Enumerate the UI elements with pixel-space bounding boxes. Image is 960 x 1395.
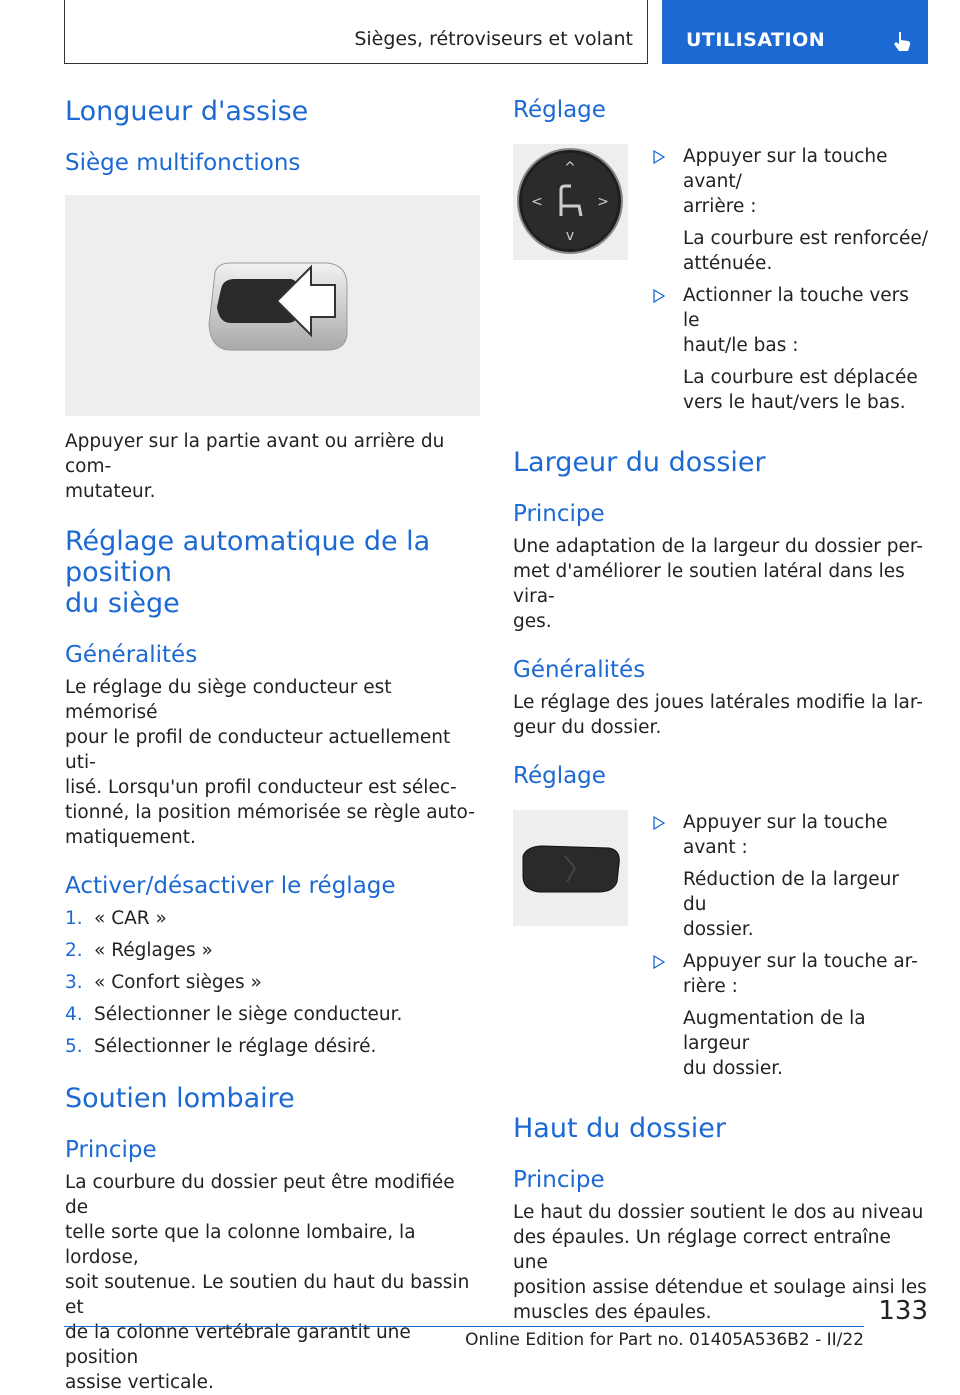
right-column [513,96,928,1325]
steps-list [65,906,480,1059]
step-number: 3. [65,972,83,993]
step-number: 1. [65,908,83,929]
step-text: Sélectionner le réglage désiré. [94,1036,377,1057]
chapter-tab-label: UTILISATION [686,29,826,51]
list-item [653,949,928,1081]
bullet-main: Actionner la touche vers le haut/le bas : [683,285,909,356]
width-adjustment [513,810,928,1081]
list-item [653,283,928,415]
bullet-main: Appuyer sur la touche ar- rière : [683,951,918,997]
step-text: « Confort sièges » [94,972,262,993]
heading-reglage-largeur: Réglage [513,763,606,789]
heading-soutien-lombaire: Soutien lombaire [65,1083,295,1114]
bullet-sub: Réduction de la largeur du dossier. [683,869,899,940]
svg-text:v: v [565,228,575,244]
list-item [65,1002,480,1027]
bullet-sub: Augmentation de la largeur du dossier. [683,1008,866,1079]
list-item [65,906,480,931]
heading-reglage-lombaire: Réglage [513,97,606,123]
heading-largeur-dossier: Largeur du dossier [513,447,766,478]
heading-siege-multifonctions: Siège multifonctions [65,150,301,176]
bullet-main: Appuyer sur la touche avant/ arrière : [683,146,888,217]
step-number: 5. [65,1036,83,1057]
svg-text:^: ^ [564,160,576,176]
list-item [65,938,480,963]
lumbar-adjustment [513,144,928,415]
lumbar-control-image [513,144,628,260]
seat-switch-image [65,195,480,416]
left-column [65,96,480,1395]
heading-generalites-largeur: Généralités [513,657,646,683]
heading-longueur-assise: Longueur d'assise [65,96,309,127]
width-control-image [513,810,628,926]
bullet-main: Appuyer sur la touche avant : [683,812,888,858]
footer-divider [64,1326,864,1327]
triangle-bullet-icon [653,150,665,164]
step-text: « Réglages » [94,940,213,961]
heading-haut-dossier: Haut du dossier [513,1113,726,1144]
heading-activer-desactiver: Activer/désactiver le réglage [65,873,396,899]
triangle-bullet-icon [653,289,665,303]
step-number: 2. [65,940,83,961]
page-number: 133 [878,1296,928,1326]
triangle-bullet-icon [653,816,665,830]
width-bullets [653,810,928,1081]
paragraph-principe: La courbure du dossier peut être modifiée de telle sorte que la colonne lombaire, la lordose, soit soutenue. Le soutien du haut du bassin et de la colonne vertébrale garantit une position assise verticale. [65,1172,470,1393]
svg-text:>: > [597,194,609,210]
heading-principe-largeur: Principe [513,501,605,527]
paragraph-principe-largeur: Une adaptation de la largeur du dossier per- met d'améliorer le soutien latéral dans les vira- ges. [513,536,923,632]
paragraph-generalites: Le réglage du siège conducteur est mémorisé pour le profil de conducteur actuellement uti- lisé. Lorsqu'un profil conducteur est sélec- tionné, la position mémorisée se règle auto- matiquement. [65,677,475,848]
section-title: Sièges, rétroviseurs et volant [64,0,648,64]
list-item [653,810,928,942]
hand-pointer-icon [890,30,914,54]
bullet-sub: La courbure est déplacée vers le haut/vers le bas. [683,367,918,413]
paragraph-generalites-largeur: Le réglage des joues latérales modifie la lar- geur du dossier. [513,692,923,738]
page-header [64,0,928,64]
step-text: « CAR » [94,908,167,929]
footer-edition: Online Edition for Part no. 01405A536B2 - II/22 [465,1330,864,1350]
triangle-bullet-icon [653,955,665,969]
bullet-sub: La courbure est renforcée/ atténuée. [683,228,928,274]
svg-text:<: < [531,194,543,210]
list-item [653,144,928,276]
list-item [65,970,480,995]
seat-switch-illustration [65,195,480,416]
width-control-illustration [513,810,628,926]
heading-generalites: Généralités [65,642,198,668]
heading-reglage-automatique: Réglage automatique de la position du siège [65,526,431,619]
lumbar-control-illustration [513,144,628,260]
lumbar-bullets [653,144,928,415]
heading-principe-haut: Principe [513,1167,605,1193]
list-item [65,1034,480,1059]
step-number: 4. [65,1004,83,1025]
heading-principe: Principe [65,1137,157,1163]
paragraph-appuyer: Appuyer sur la partie avant ou arrière du com- mutateur. [65,431,445,502]
step-text: Sélectionner le siège conducteur. [94,1004,403,1025]
paragraph-principe-haut: Le haut du dossier soutient le dos au niveau des épaules. Un réglage correct entraîne une position assise détendue et soulage ainsi les muscles des épaules. [513,1202,927,1323]
chapter-tab[interactable] [662,0,928,64]
